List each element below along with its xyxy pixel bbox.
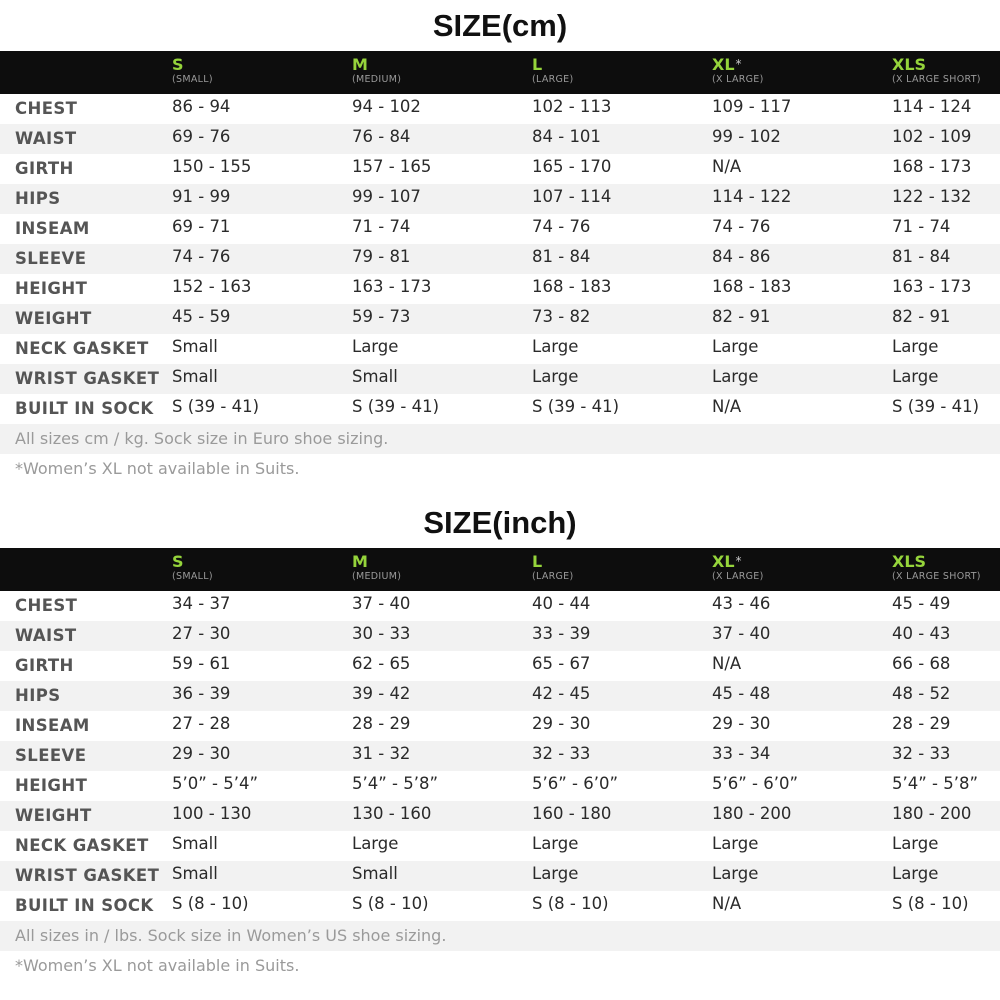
table-cell: Large xyxy=(712,864,759,883)
row-label: BUILT IN SOCK xyxy=(15,399,154,418)
units-note-cm: All sizes cm / kg. Sock size in Euro shoe sizing. xyxy=(0,424,1000,454)
chart-title-inch: SIZE(inch) xyxy=(423,505,577,540)
table-cell: 152 - 163 xyxy=(172,277,252,296)
table-cell: 28 - 29 xyxy=(892,714,951,733)
table-cell: 99 - 107 xyxy=(352,187,421,206)
table-row xyxy=(0,274,1000,304)
table-cell: S (8 - 10) xyxy=(172,894,249,913)
table-row xyxy=(0,801,1000,831)
table-cell: Small xyxy=(172,337,218,356)
row-label: GIRTH xyxy=(15,656,74,675)
table-cell: Large xyxy=(712,834,759,853)
table-cell: 43 - 46 xyxy=(712,594,771,613)
table-cell: Large xyxy=(352,337,399,356)
table-cell: 5’6” - 6’0” xyxy=(712,774,799,793)
row-label: HIPS xyxy=(15,189,61,208)
table-cell: 33 - 34 xyxy=(712,744,771,763)
table-cell: 45 - 48 xyxy=(712,684,771,703)
row-label: BUILT IN SOCK xyxy=(15,896,154,915)
table-cell: 100 - 130 xyxy=(172,804,252,823)
table-cell: 76 - 84 xyxy=(352,127,411,146)
table-row xyxy=(0,681,1000,711)
table-cell: S (39 - 41) xyxy=(532,397,620,416)
size-star: * xyxy=(735,554,742,568)
table-row xyxy=(0,861,1000,891)
table-cell: N/A xyxy=(712,894,742,913)
size-star: * xyxy=(735,57,742,71)
size-name: XLS xyxy=(892,55,927,74)
table-cell: Large xyxy=(892,337,939,356)
table-cell: 71 - 74 xyxy=(352,217,411,236)
size-column-header-xls xyxy=(892,552,981,583)
size-name: S xyxy=(172,55,184,74)
table-cell: Large xyxy=(532,834,579,853)
row-label: GIRTH xyxy=(15,159,74,178)
table-row xyxy=(0,891,1000,921)
size-column-header-s xyxy=(172,552,213,583)
table-cell: 66 - 68 xyxy=(892,654,951,673)
row-label: NECK GASKET xyxy=(15,836,149,855)
table-cell: 40 - 44 xyxy=(532,594,591,613)
table-row xyxy=(0,771,1000,801)
table-cell: 180 - 200 xyxy=(712,804,792,823)
table-cell: 74 - 76 xyxy=(532,217,591,236)
size-subtitle: (SMALL) xyxy=(172,571,213,582)
table-cell: 59 - 61 xyxy=(172,654,231,673)
row-label: HEIGHT xyxy=(15,279,88,298)
table-cell: 69 - 76 xyxy=(172,127,231,146)
table-cell: 74 - 76 xyxy=(172,247,231,266)
size-column-header-l xyxy=(532,552,574,583)
table-cell: 81 - 84 xyxy=(892,247,951,266)
availability-note-cm: *Women’s XL not available in Suits. xyxy=(15,459,300,478)
table-cell: S (8 - 10) xyxy=(352,894,429,913)
table-cell: 73 - 82 xyxy=(532,307,591,326)
table-cell: 37 - 40 xyxy=(712,624,771,643)
table-cell: 36 - 39 xyxy=(172,684,231,703)
table-row xyxy=(0,711,1000,741)
size-rows-inch xyxy=(0,591,1000,921)
table-cell: 114 - 124 xyxy=(892,97,972,116)
row-label: NECK GASKET xyxy=(15,339,149,358)
table-cell: 37 - 40 xyxy=(352,594,411,613)
table-cell: S (39 - 41) xyxy=(172,397,260,416)
table-cell: 39 - 42 xyxy=(352,684,411,703)
table-cell: Large xyxy=(712,337,759,356)
table-cell: 28 - 29 xyxy=(352,714,411,733)
table-cell: 94 - 102 xyxy=(352,97,421,116)
table-cell: 62 - 65 xyxy=(352,654,411,673)
row-label: WAIST xyxy=(15,626,77,645)
table-cell: 48 - 52 xyxy=(892,684,951,703)
table-cell: 33 - 39 xyxy=(532,624,591,643)
row-label: SLEEVE xyxy=(15,746,87,765)
table-cell: 107 - 114 xyxy=(532,187,612,206)
size-subtitle: (LARGE) xyxy=(532,571,574,582)
row-label: CHEST xyxy=(15,99,78,118)
table-cell: Large xyxy=(892,864,939,883)
table-cell: 84 - 86 xyxy=(712,247,771,266)
row-label: INSEAM xyxy=(15,219,90,238)
table-cell: 168 - 173 xyxy=(892,157,972,176)
table-cell: 32 - 33 xyxy=(532,744,591,763)
table-cell: 109 - 117 xyxy=(712,97,792,116)
table-cell: 86 - 94 xyxy=(172,97,231,116)
table-cell: 27 - 28 xyxy=(172,714,231,733)
table-row xyxy=(0,184,1000,214)
table-cell: 82 - 91 xyxy=(892,307,951,326)
table-cell: S (39 - 41) xyxy=(892,397,980,416)
row-label: SLEEVE xyxy=(15,249,87,268)
table-cell: 59 - 73 xyxy=(352,307,411,326)
table-cell: 122 - 132 xyxy=(892,187,972,206)
chart-title-cm: SIZE(cm) xyxy=(432,8,568,43)
table-cell: 114 - 122 xyxy=(712,187,792,206)
row-label: WRIST GASKET xyxy=(15,866,160,885)
table-cell: 79 - 81 xyxy=(352,247,411,266)
table-cell: N/A xyxy=(712,654,742,673)
table-cell: 163 - 173 xyxy=(892,277,972,296)
size-header-row-inch xyxy=(0,548,1000,591)
table-row xyxy=(0,304,1000,334)
table-row xyxy=(0,94,1000,124)
table-cell: 29 - 30 xyxy=(172,744,231,763)
size-subtitle: (MEDIUM) xyxy=(352,571,402,582)
table-cell: 160 - 180 xyxy=(532,804,612,823)
table-cell: N/A xyxy=(712,397,742,416)
table-row xyxy=(0,364,1000,394)
availability-note-inch: *Women’s XL not available in Suits. xyxy=(15,956,300,975)
size-subtitle: (X LARGE SHORT) xyxy=(892,571,981,582)
table-cell: 32 - 33 xyxy=(892,744,951,763)
size-column-header-xls xyxy=(892,55,981,86)
size-subtitle: (X LARGE SHORT) xyxy=(892,74,981,85)
table-cell: Large xyxy=(892,367,939,386)
table-cell: Small xyxy=(172,367,218,386)
table-cell: Small xyxy=(352,864,398,883)
size-column-header-m xyxy=(352,552,401,583)
table-cell: 65 - 67 xyxy=(532,654,591,673)
table-cell: 29 - 30 xyxy=(712,714,771,733)
table-cell: 45 - 59 xyxy=(172,307,231,326)
table-cell: Large xyxy=(352,834,399,853)
table-cell: Small xyxy=(172,834,218,853)
table-cell: Large xyxy=(532,367,579,386)
table-row xyxy=(0,651,1000,681)
table-cell: 30 - 33 xyxy=(352,624,411,643)
table-row xyxy=(0,741,1000,771)
table-row xyxy=(0,831,1000,861)
table-cell: 40 - 43 xyxy=(892,624,951,643)
table-cell: 81 - 84 xyxy=(532,247,591,266)
table-cell: Large xyxy=(532,337,579,356)
row-label: WRIST GASKET xyxy=(15,369,160,388)
table-cell: 102 - 109 xyxy=(892,127,972,146)
table-cell: Large xyxy=(712,367,759,386)
size-chart-inch xyxy=(0,497,1000,981)
row-label: WEIGHT xyxy=(15,309,92,328)
table-cell: 34 - 37 xyxy=(172,594,231,613)
size-subtitle: (X LARGE) xyxy=(712,571,764,582)
table-cell: 84 - 101 xyxy=(532,127,601,146)
size-rows-cm xyxy=(0,94,1000,424)
table-cell: 45 - 49 xyxy=(892,594,951,613)
table-row xyxy=(0,334,1000,364)
row-label: CHEST xyxy=(15,596,78,615)
size-name: XL xyxy=(712,552,735,571)
table-row xyxy=(0,621,1000,651)
table-cell: 5’4” - 5’8” xyxy=(352,774,439,793)
table-cell: 102 - 113 xyxy=(532,97,612,116)
table-cell: 130 - 160 xyxy=(352,804,432,823)
table-cell: 82 - 91 xyxy=(712,307,771,326)
table-cell: 71 - 74 xyxy=(892,217,951,236)
table-cell: S (8 - 10) xyxy=(532,894,609,913)
size-name: L xyxy=(532,552,543,571)
table-cell: 5’6” - 6’0” xyxy=(532,774,619,793)
table-row xyxy=(0,214,1000,244)
size-header-row-cm xyxy=(0,51,1000,94)
row-label: WAIST xyxy=(15,129,77,148)
size-subtitle: (LARGE) xyxy=(532,74,574,85)
table-cell: Small xyxy=(172,864,218,883)
size-name: L xyxy=(532,55,543,74)
table-cell: Large xyxy=(532,864,579,883)
size-name: XLS xyxy=(892,552,927,571)
table-cell: 180 - 200 xyxy=(892,804,972,823)
size-column-header-s xyxy=(172,55,213,86)
table-row xyxy=(0,154,1000,184)
row-label: HIPS xyxy=(15,686,61,705)
table-cell: N/A xyxy=(712,157,742,176)
size-column-header-xl xyxy=(712,55,764,86)
size-name: S xyxy=(172,552,184,571)
table-cell: 69 - 71 xyxy=(172,217,231,236)
table-cell: 31 - 32 xyxy=(352,744,411,763)
table-row xyxy=(0,124,1000,154)
size-column-header-m xyxy=(352,55,401,86)
table-cell: Small xyxy=(352,367,398,386)
size-name: M xyxy=(352,55,368,74)
table-row xyxy=(0,591,1000,621)
table-cell: 150 - 155 xyxy=(172,157,252,176)
table-cell: 163 - 173 xyxy=(352,277,432,296)
table-row xyxy=(0,394,1000,424)
size-column-header-l xyxy=(532,55,574,86)
row-label: INSEAM xyxy=(15,716,90,735)
table-cell: Large xyxy=(892,834,939,853)
table-cell: 5’0” - 5’4” xyxy=(172,774,259,793)
size-subtitle: (X LARGE) xyxy=(712,74,764,85)
table-row xyxy=(0,244,1000,274)
size-chart-cm xyxy=(0,0,1000,484)
table-cell: 168 - 183 xyxy=(532,277,612,296)
table-cell: 29 - 30 xyxy=(532,714,591,733)
table-cell: 99 - 102 xyxy=(712,127,781,146)
table-cell: S (8 - 10) xyxy=(892,894,969,913)
table-cell: 42 - 45 xyxy=(532,684,591,703)
size-column-header-xl xyxy=(712,552,764,583)
table-cell: 74 - 76 xyxy=(712,217,771,236)
table-cell: S (39 - 41) xyxy=(352,397,440,416)
size-name: M xyxy=(352,552,368,571)
row-label: HEIGHT xyxy=(15,776,88,795)
table-cell: 27 - 30 xyxy=(172,624,231,643)
table-cell: 165 - 170 xyxy=(532,157,612,176)
table-cell: 5’4” - 5’8” xyxy=(892,774,979,793)
size-subtitle: (MEDIUM) xyxy=(352,74,402,85)
table-cell: 157 - 165 xyxy=(352,157,432,176)
size-subtitle: (SMALL) xyxy=(172,74,213,85)
table-cell: 91 - 99 xyxy=(172,187,231,206)
size-name: XL xyxy=(712,55,735,74)
row-label: WEIGHT xyxy=(15,806,92,825)
units-note-inch: All sizes in / lbs. Sock size in Women’s US shoe sizing. xyxy=(0,921,1000,951)
table-cell: 168 - 183 xyxy=(712,277,792,296)
